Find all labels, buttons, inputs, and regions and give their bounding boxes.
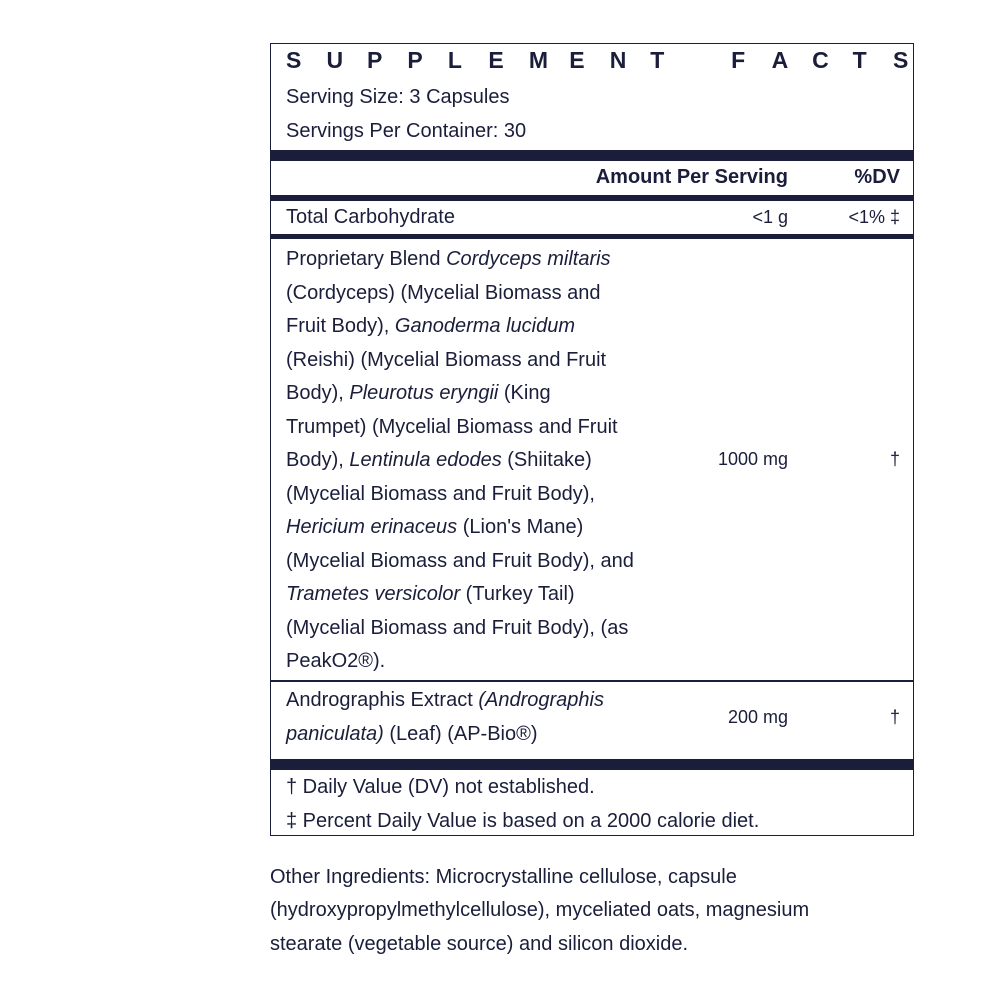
title-letter: A <box>771 47 789 73</box>
blend-species: Trametes versicolor <box>286 583 461 605</box>
blend-text: (Turkey Tail) <box>460 583 575 605</box>
title-letter: S <box>893 47 909 73</box>
other-ingredients-line-3: stearate (vegetable source) and silicon dioxide. <box>270 933 689 955</box>
panel-title <box>286 47 909 74</box>
title-letter: M <box>528 47 548 73</box>
title-letter: P <box>366 47 383 73</box>
amount-per-serving-header: Amount Per Serving <box>595 166 788 188</box>
blend-species: Ganoderma lucidum <box>394 315 576 337</box>
carb-dv: <1% ‡ <box>848 207 900 227</box>
blend-text: (Mycelial Biomass and Fruit Body), and <box>286 549 634 572</box>
title-letter: S <box>286 47 302 73</box>
serving-size: Serving Size: 3 Capsules <box>286 86 510 108</box>
dv-header: %DV <box>854 166 900 188</box>
blend-text: (Mycelial Biomass and Fruit Body), <box>286 482 595 505</box>
andro-species: paniculata) <box>286 723 384 745</box>
blend-text: (Lion's Mane) <box>457 516 584 538</box>
title-letter: L <box>447 47 462 73</box>
andrographis-line-2 <box>286 718 538 752</box>
blend-text: Body), <box>286 382 350 404</box>
blend-species: Cordyceps miltaris <box>446 248 611 270</box>
footnote-calorie: ‡ Percent Daily Value is based on a 2000 calorie diet. <box>286 810 760 832</box>
blend-dv: † <box>889 449 900 469</box>
blend-text: (Reishi) (Mycelial Biomass and Fruit <box>286 348 607 371</box>
blend-text: PeakO2®). <box>286 650 386 672</box>
title-letter: N <box>609 47 627 73</box>
blend-text: (Mycelial Biomass and Fruit Body), (as <box>286 616 629 639</box>
title-letter: E <box>488 47 504 73</box>
title-letter: P <box>407 47 423 73</box>
blend-text: Proprietary Blend <box>286 248 447 270</box>
carb-name: Total Carbohydrate <box>286 206 455 228</box>
blend-species: Hericium erinaceus <box>286 516 458 538</box>
thick-divider <box>270 759 914 770</box>
blend-text: Body), <box>286 449 350 471</box>
title-letter: U <box>326 47 344 73</box>
thick-divider <box>270 150 914 161</box>
blend-text: Fruit Body), <box>286 315 395 337</box>
blend-species: Lentinula edodes <box>349 449 502 471</box>
title-letter: T <box>852 47 867 73</box>
carb-amount: <1 g <box>752 207 788 227</box>
title-letter: C <box>812 47 829 73</box>
andro-dv: † <box>889 707 900 727</box>
title-letter: F <box>731 47 746 73</box>
blend-amount: 1000 mg <box>717 449 788 469</box>
blend-text: Trumpet) (Mycelial Biomass and Fruit <box>286 415 618 438</box>
proprietary-blend-text <box>286 243 634 679</box>
andrographis-line-1 <box>286 684 604 718</box>
footnote-dv: † Daily Value (DV) not established. <box>286 776 595 798</box>
blend-text: (Cordyceps) (Mycelial Biomass and <box>286 281 601 304</box>
medium-divider <box>270 234 914 239</box>
andro-species: (Andrographis <box>478 689 604 711</box>
title-letter: E <box>569 47 585 73</box>
blend-text: (King <box>498 382 551 404</box>
title-letter: T <box>650 47 665 73</box>
blend-text: (Shiitake) <box>501 449 592 471</box>
other-ingredients-line-1: Other Ingredients: Microcrystalline cellulose, capsule <box>270 866 737 888</box>
thin-divider <box>270 680 914 682</box>
blend-species: Pleurotus eryngii <box>349 382 499 404</box>
title-letter <box>691 47 704 74</box>
andro-amount: 200 mg <box>727 707 788 727</box>
andro-text: Andrographis Extract <box>286 689 479 711</box>
other-ingredients-line-2: (hydroxypropylmethylcellulose), myceliated oats, magnesium <box>270 899 810 921</box>
servings-per-container: Servings Per Container: 30 <box>286 120 527 142</box>
andro-text: (Leaf) (AP-Bio®) <box>383 723 538 745</box>
